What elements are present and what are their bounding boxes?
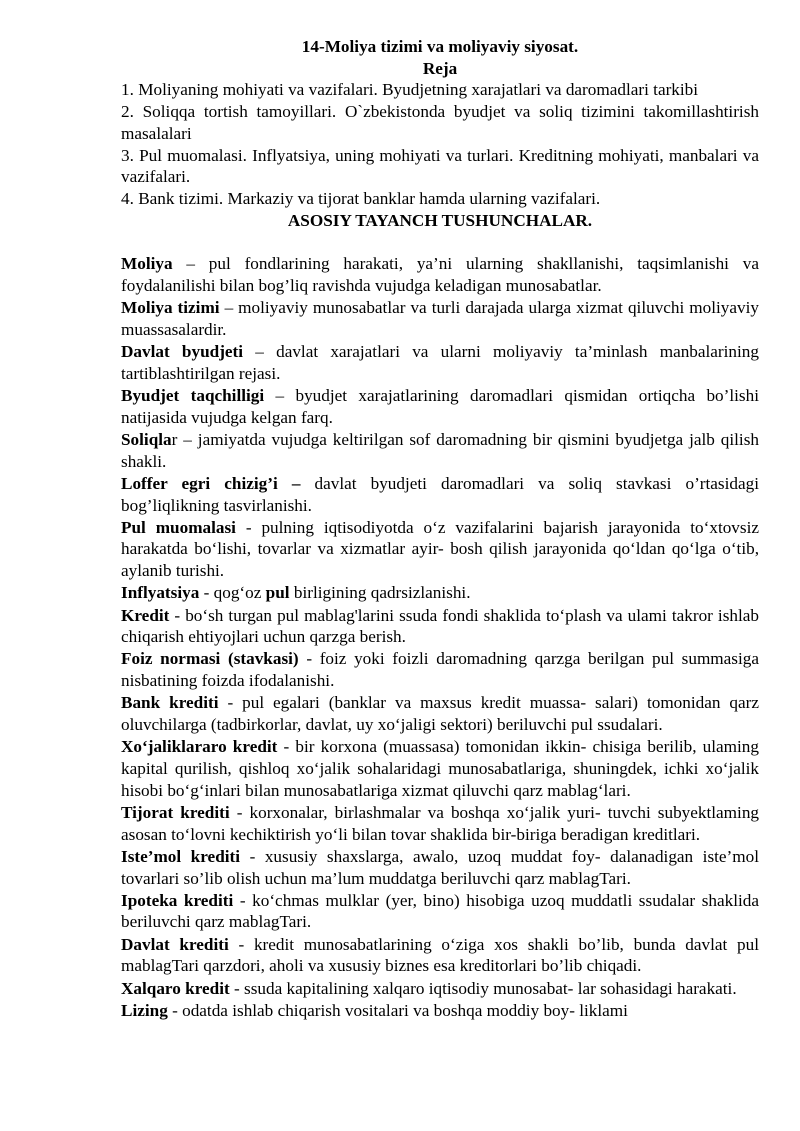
definition-text: davlat byudjeti daromadlari va soliq stavkasi o’rtasidagi bog’liqlikning tasvirlanishi. [121,473,759,515]
definition-text: - odatda ishlab chiqarish vositalari va boshqa moddiy boy- liklami [167,1000,628,1020]
definition-item [121,736,759,801]
definition-term: Kredit [121,605,170,625]
definition-term-inline: pul [265,583,290,603]
definition-text: - korxonalar, birlashmalar va boshqa xo‘jalik yuri- tuvchi subyektlaming asosan to‘lovni kechiktirish yo‘li bilan tovar shaklida bir-biriga beradigan kreditlari. [121,802,760,844]
definition-term: Inflyatsiya [121,583,200,603]
definition-item [121,802,759,845]
definition-text: - bir korxona (muassasa) tomonidan ikkin- chisiga berilib, ulaming kapital qurilish, qishloq xo‘jalik sohalaridagi munosabatlariga, shuningdek, ichki xo‘jalik hisobi bo‘g‘inlari bilan munosabatlariga xizmat qiluvchi qarz mablag‘lari. [121,737,759,800]
document-title: 14-Moliya tizimi va moliyaviy siyosat. [301,37,579,56]
definition-text: r – jamiyatda vujudga keltirilgan sof daromadning bir qismini byudjetga jalb qilish shakli. [121,429,759,471]
definition-text: - qog‘oz [199,583,266,603]
definitions-list [121,253,759,1021]
definition-term: Soliqla [121,429,172,449]
definition-text: - ssuda kapitalining xalqaro iqtisodiy munosabat- lar sohasidagi harakati. [229,978,737,998]
definition-item [121,692,759,735]
definition-item [121,978,759,1000]
definition-term: Davlat krediti [121,934,229,954]
definition-text: – pul fondlarining harakati, ya’ni ularning shakllanishi, taqsimlanishi va foydalanilishi bilan bog’liq ravishda vujudga keladigan munosabatlar. [121,254,759,296]
plan-list [121,79,759,209]
definition-term: Byudjet taqchilligi [121,386,265,406]
plan-item: 3. Pul muomalasi. Inflyatsiya, uning mohiyati va turlari. Kreditning mohiyati, manbalari va vazifalari. [121,145,759,187]
definition-term: Ipoteka krediti [121,890,234,910]
definition-item [121,890,759,933]
definition-item [121,934,759,977]
definition-term: Iste’mol krediti [121,846,241,866]
definition-term: Foiz normasi (stavkasi) [121,649,299,669]
definition-item [121,605,759,648]
definition-term: Bank krediti [121,693,219,713]
definition-text: birligining qadrsizlanishi. [289,583,471,603]
definition-text: - xususiy shaxslarga, awalo, uzoq muddat foy- dalanadigan iste’mol tovarlari so’lib olish uchun ma’lum muddatga beriluvchi qarz mablagTari. [121,846,760,888]
definition-item [121,846,759,889]
definition-text: - pulning iqtisodiyotda o‘z vazifalarini bajarish jarayonida to‘xtovsiz harakatda bo‘lishi, tovarlar va xizmatlar ayir- bosh qilish jarayonida qo‘ldan qo‘lga o‘tib, aylanib turishi. [121,517,759,581]
definition-term: Tijorat krediti [121,802,230,822]
definition-item [121,341,759,384]
definition-item [121,297,759,340]
concepts-heading: ASOSIY TAYANCH TUSHUNCHALAR. [287,210,593,230]
definition-item [121,473,759,516]
definition-text: - kredit munosabatlarining o‘ziga xos shakli bo’lib, bunda davlat pul mablagTari qarzdori, aholi va xususiy biznes esa kreditorlari bo’lib chiqadi. [121,934,759,976]
definition-text: - foiz yoki foizli daromadning qarzga berilgan pul summasiga nisbatining foizda ifodalanishi. [121,649,759,691]
definition-item [121,1000,759,1022]
definition-item [121,253,759,296]
definition-text: - pul egalari (banklar va maxsus kredit muassa- salari) tomonidan qarz oluvchilarga (tadbirkorlar, davlat, uy xo‘jaligi sektori) beriluvchi pul ssudalari. [121,693,760,735]
definition-text: – davlat xarajatlari va ularni moliyaviy ta’minlash manbalarining tartiblashtirilgan rejasi. [121,342,759,383]
plan-heading: Reja [422,58,458,78]
definition-term: Xalqaro kredit [121,978,230,998]
definition-item [121,648,759,691]
definition-item [121,429,759,472]
definition-text: – byudjet xarajatlarining daromadlari qismidan ortiqcha bo’lishi natijasida vujudga kelgan farq. [121,386,759,427]
definition-term: Xo‘jaliklararo kredit [121,737,278,757]
definition-item [121,582,759,604]
definition-text: - ko‘chmas mulklar (yer, bino) hisobiga uzoq muddatli ssudalar shaklida beriluvchi qarz mablagTari. [121,890,759,932]
definition-item [121,517,759,582]
plan-item: 4. Bank tizimi. Markaziy va tijorat banklar hamda ularning vazifalari. [121,188,601,208]
definition-item [121,385,759,428]
definition-text: - bo‘sh turgan pul mablag'larini ssuda fondi shaklida to‘plash va ulami takror ishlab chiqarish ehtiyojlari uchun qarzga berish. [121,605,759,647]
definition-term: Pul muomalasi [121,517,236,537]
definition-term: Loffer egri chizig’i – [121,473,301,493]
definition-term: Lizing [121,1000,168,1020]
definition-term: Moliya tizimi [121,298,220,318]
plan-item: 2. Soliqqa tortish tamoyillari. O`zbekistonda byudjet va soliq tizimini takomillashtirish masalalari [121,102,759,143]
plan-item: 1. Moliyaning mohiyati va vazifalari. Byudjetning xarajatlari va daromadlari tarkibi [121,80,699,100]
definition-term: Moliya [121,254,173,274]
definition-text: – moliyaviy munosabatlar va turli darajada ularga xizmat qiluvchi moliyaviy muassasalardir. [121,298,759,339]
section-spacer [121,231,759,253]
definition-term: Davlat byudjeti [121,342,244,362]
